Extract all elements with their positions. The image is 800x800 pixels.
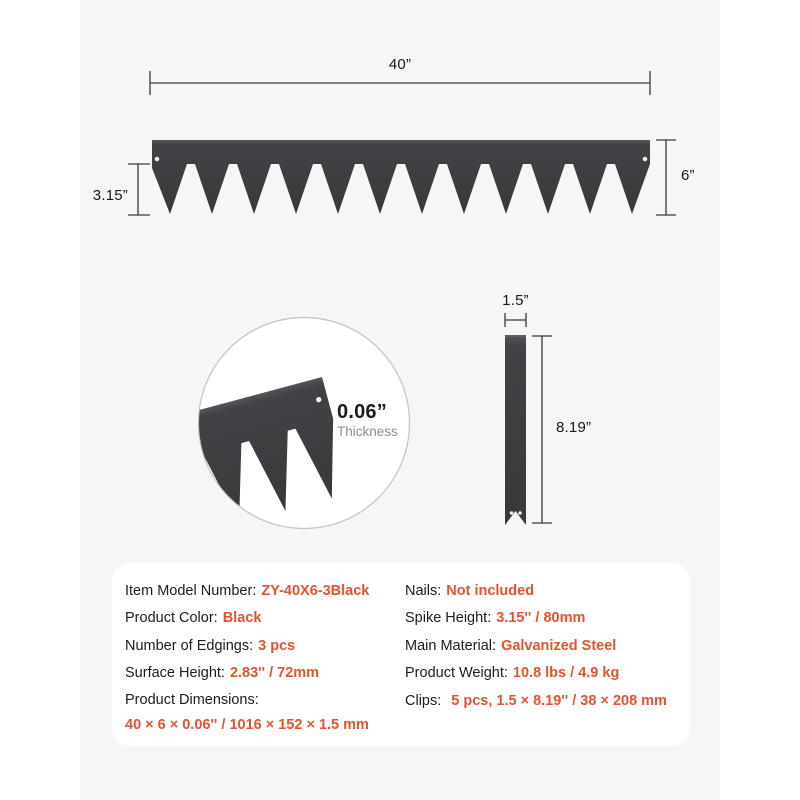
spec-label: Product Weight:	[405, 665, 508, 682]
spec-value: 3 pcs	[258, 637, 296, 654]
spec-row-number-of-edgings	[125, 632, 405, 660]
spec-label: Clips:	[405, 692, 442, 709]
spec-row-product-dimensions	[125, 687, 405, 735]
spec-value: Not included	[446, 582, 535, 599]
edging-diagram-shape	[152, 140, 650, 214]
spec-column-left	[125, 577, 405, 746]
spec-label: Item Model Number:	[125, 582, 257, 599]
spec-value: ZY-40X6-3Black	[261, 582, 370, 599]
spec-panel	[112, 563, 690, 746]
edging-width-label: 40”	[388, 56, 412, 73]
spec-value: Galvanized Steel	[501, 637, 617, 654]
spec-row-spike-height	[405, 605, 690, 633]
spec-value: 5 pcs, 1.5 × 8.19'' / 38 × 208 mm	[451, 692, 667, 709]
clip-height-label: 8.19”	[556, 419, 592, 436]
spec-label: Spike Height:	[405, 610, 492, 627]
clip-width-label: 1.5”	[502, 292, 529, 309]
spec-value: 40 × 6 × 0.06'' / 1016 × 152 × 1.5 mm	[125, 716, 369, 733]
clip-width-dimension-line	[505, 313, 526, 327]
edging-total-height-label: 6”	[681, 167, 695, 184]
nail-hole-icon	[155, 157, 160, 162]
spec-value: 2.83'' / 72mm	[229, 665, 320, 682]
spec-row-model-number	[125, 577, 405, 605]
spec-row-product-weight	[405, 660, 690, 688]
spec-row-main-material	[405, 632, 690, 660]
spec-label: Product Dimensions:	[125, 692, 259, 708]
spec-value: Black	[222, 610, 262, 627]
spec-value: 10.8 lbs / 4.9 kg	[512, 665, 620, 682]
width-dimension-line	[150, 71, 650, 95]
thickness-value-label: 0.06”	[337, 401, 387, 423]
spec-row-nails	[405, 577, 690, 605]
clip-diagram-shape	[505, 335, 526, 525]
spec-label: Nails:	[405, 582, 442, 599]
nail-hole-icon	[643, 157, 648, 162]
spec-value: 3.15'' / 80mm	[496, 610, 586, 627]
clip-height-dimension-line	[532, 336, 552, 523]
spike-height-dimension-line	[128, 164, 150, 215]
thickness-caption-label: Thickness	[337, 424, 398, 439]
spec-row-clips	[405, 687, 690, 715]
height-dimension-line	[656, 140, 676, 215]
edging-spike-height-label: 3.15”	[92, 187, 128, 204]
spec-label: Number of Edgings:	[125, 637, 254, 654]
clip-hole-icon	[510, 511, 514, 515]
spec-column-right	[405, 577, 690, 746]
spec-label: Surface Height:	[125, 665, 225, 682]
spec-row-surface-height	[125, 660, 405, 688]
spec-label: Main Material:	[405, 637, 497, 654]
spec-row-product-color	[125, 605, 405, 633]
spec-label: Product Color:	[125, 610, 218, 627]
clip-hole-icon	[518, 511, 522, 515]
